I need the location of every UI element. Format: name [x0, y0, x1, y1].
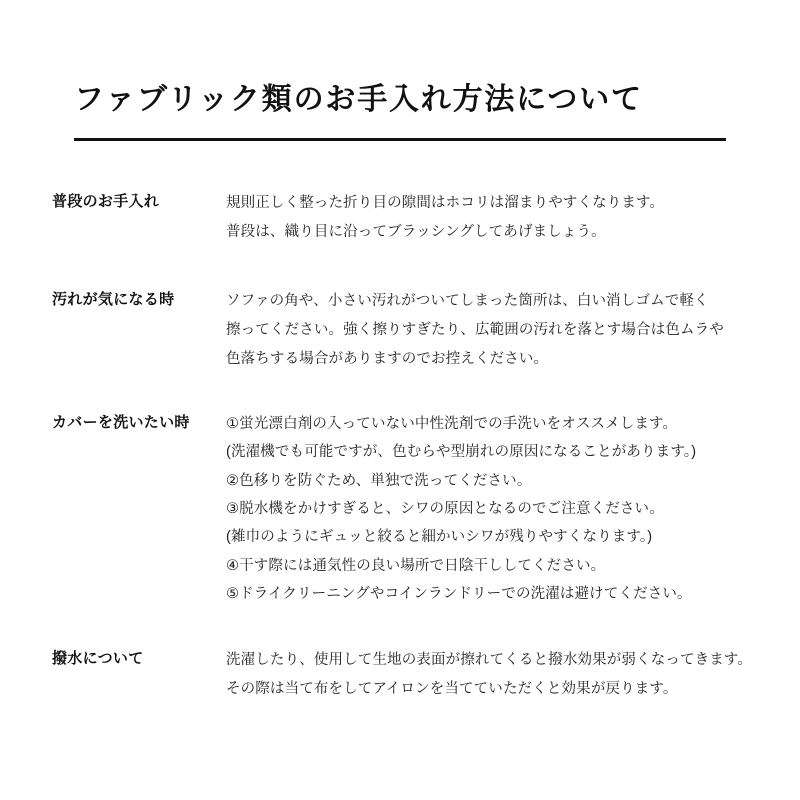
section-line: ソファの角や、小さい汚れがついてしまった箇所は、白い消しゴムで軽く	[226, 293, 709, 310]
section-line: ④干す際には通気性の良い場所で日陰干ししてください。	[226, 557, 606, 574]
title-block	[74, 82, 726, 141]
section-water-repellency	[52, 646, 753, 704]
section-line: ①蛍光漂白剤の入っていない中性洗剤での手洗いをオススメします。	[226, 416, 678, 433]
section-label: 汚れが気になる時	[52, 291, 175, 309]
section-label: 普段のお手入れ	[52, 193, 160, 211]
section-label: 撥水について	[52, 650, 144, 668]
section-label: カバーを洗いたい時	[52, 414, 190, 432]
section-line: 洗濯したり、使用して生地の表面が擦れてくると撥水効果が弱くなってきます。	[226, 652, 753, 669]
section-stain-care	[52, 287, 748, 374]
section-body	[226, 287, 748, 374]
section-daily-care	[52, 189, 748, 247]
section-cover-washing	[52, 410, 748, 608]
section-body	[226, 410, 748, 608]
section-line: ⑤ドライクリーニングやコインランドリーでの洗濯は避けてください。	[226, 585, 692, 602]
sections-list	[52, 189, 753, 704]
section-line: 擦ってください。強く擦りすぎたり、広範囲の汚れを落とす場合は色ムラや	[226, 322, 724, 339]
section-line: 規則正しく整った折り目の隙間はホコリは溜まりやすくなります。	[226, 195, 665, 212]
section-body	[226, 646, 752, 704]
section-line: (洗濯機でも可能ですが、色むらや型崩れの原因になることがあります。)	[226, 444, 697, 461]
section-line: (雑巾のようにギュッと絞ると細かいシワが残りやすくなります。)	[226, 529, 653, 546]
page-title: ファブリック類のお手入れ方法について	[74, 83, 643, 117]
section-body	[226, 189, 748, 247]
section-line: 色落ちする場合がありますのでお控えください。	[226, 351, 549, 368]
section-line: その際は当て布をしてアイロンを当てていただくと効果が戻ります。	[226, 681, 678, 698]
title-divider	[74, 138, 726, 141]
section-line: ②色移りを防ぐため、単独で洗ってください。	[226, 472, 532, 489]
section-line: 普段は、織り目に沿ってブラッシングしてあげましょう。	[226, 224, 606, 241]
section-line: ③脱水機をかけすぎると、シワの原因となるのでご注意ください。	[226, 500, 664, 517]
